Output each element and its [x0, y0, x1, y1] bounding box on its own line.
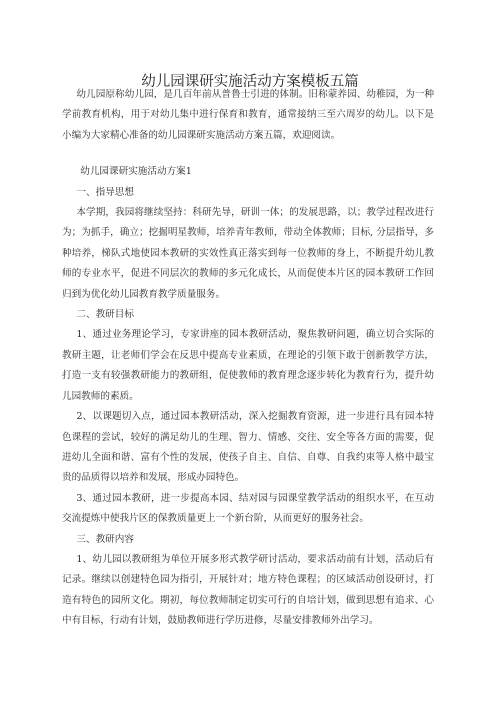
- paragraph-guiding-thought: 本学期，我园将继续坚持：科研先导，研训一体；的发展思路，以；教学过程改进行为；为抓手，确立；挖掘明星教师，培养青年教师，带动全体教师；目标, 分层指导，多种培养，梯队式地使园本教研的实效性真正落实到每一位教师的身上，不断提升幼儿教师的专业水平，促进不同层次的教师的多元化成长，从而促使本片区的园本教研工作回归到为优化幼儿园教育教学质量服务。: [62, 207, 434, 300]
- section-title: 幼儿园课研实施活动方案1: [80, 166, 192, 178]
- paragraph-content-1: 1、幼儿园以教研组为单位开展多形式教学研讨活动，要求活动前有计划，活动后有记录。继续以创建特色园为指引，开展针对；地方特色课程；的区域活动创设研讨，打造有特色的园所文化。期初，每位教师制定切实可行的自培计划，做到思想有追求、心中有目标，行动有计划，鼓励教师进行学历进修，尽量安排教师外出学习。: [62, 553, 434, 627]
- paragraph-goal-3: 3、通过园本教研，进一步提高本园、结对园与园课堂教学活动的组织水平，在互动交流提炼中使我片区的保教质量更上一个新台阶，从而更好的服务社会。: [62, 492, 434, 525]
- paragraph-goal-1: 1、通过业务理论学习，专家讲座的园本教研活动，聚焦教研问题，确立切合实际的教研主题，让老师们学会在反思中提高专业素质，在理论的引领下敢于创新教学方法，打造一支有较强教研能力的教研组，促使教师的教育理念逐步转化为教育行为，提升幼儿园教师的素质。: [62, 329, 434, 402]
- heading-guiding-thought: 一、指导思想: [76, 186, 134, 198]
- paragraph-gap: [62, 146, 434, 162]
- document-body: [62, 85, 434, 632]
- heading-teaching-content: 三、教研内容: [76, 533, 134, 545]
- heading-teaching-goals: 二、教研目标: [76, 309, 134, 321]
- document-title: 幼儿园课研实施活动方案模板五篇: [141, 73, 359, 90]
- paragraph-goal-2: 2、以课题切入点，通过园本教研活动，深入挖掘教育资源，进一步进行具有园本特色课程的尝试，较好的满足幼儿的生理、智力、情感、交往、安全等各方面的需要，促进幼儿全面和谐、富有个性的发展，使孩子自主、自信、自尊、自我约束等人格中最宝贵的品质得以培养和发展，形成办园特色。: [62, 411, 434, 484]
- intro-paragraph: 幼儿园原称幼儿园，是几百年前从普鲁士引进的体制。旧称蒙养园、幼稚园，为一种学前教育机构，用于对幼儿集中进行保育和教育，通常接纳三至六周岁的幼儿。以下是小编为大家精心准备的幼儿园课研实施活动方案五篇，欢迎阅读。: [62, 89, 434, 141]
